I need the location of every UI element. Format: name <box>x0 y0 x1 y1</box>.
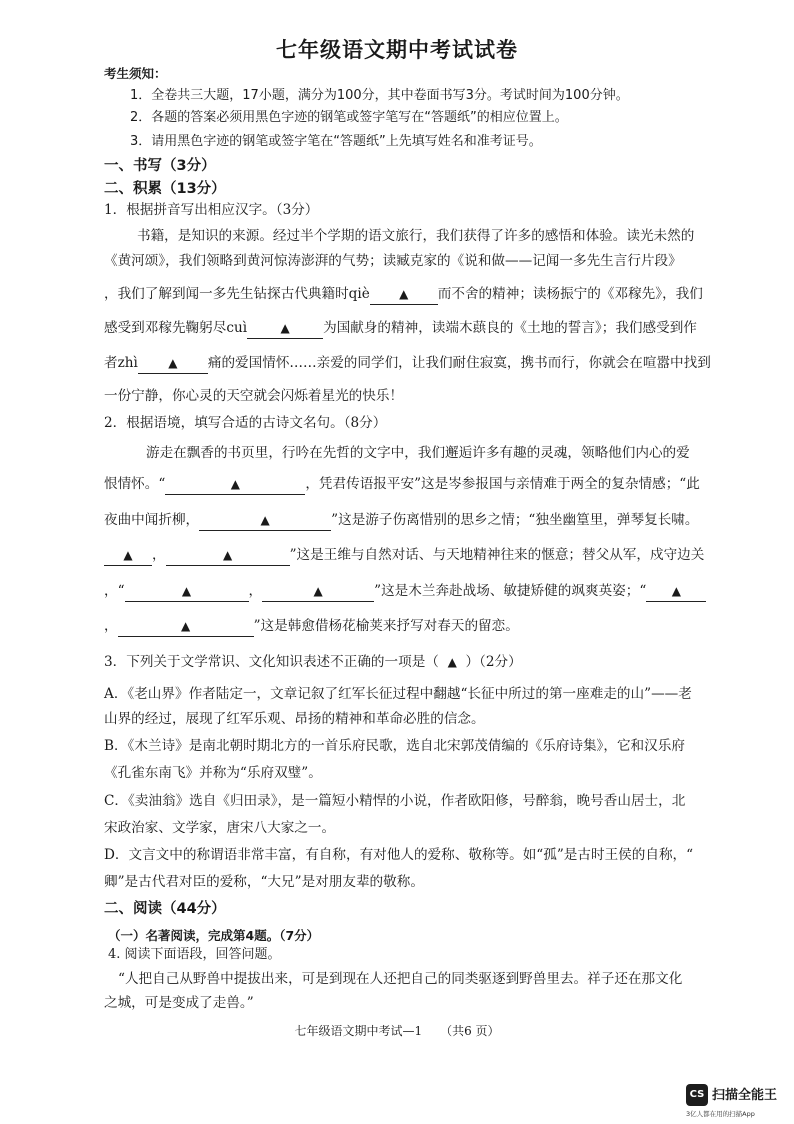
answer-blank[interactable] <box>199 510 331 531</box>
blank-marker: ▲ <box>123 548 133 562</box>
option-line: 《孔雀东南飞》并称为“乐府双璧”。 <box>104 765 322 781</box>
notice-item: 1．全卷共三大题，17小题，满分为100分，其中卷面书写3分。考试时间为100分钟。 <box>130 88 629 103</box>
passage-text: 为国献身的精神，读端木蕻良的《土地的誓言》；我们感受到作 <box>323 320 697 336</box>
passage-text: 者zhì <box>104 355 138 371</box>
passage-line <box>104 510 699 531</box>
passage-text: ，凭君传语报平安”这是岑参报国与亲情难于两全的复杂情感；“此 <box>305 476 700 492</box>
subsection-heading: （一）名著阅读，完成第4题。（7分） <box>108 928 320 943</box>
notice-item: 3．请用黑色字迹的钢笔或签字笔在“答题纸”上先填写姓名和准考证号。 <box>130 134 542 149</box>
notice-item: 2．各题的答案必须用黑色字迹的钢笔或签字笔写在“答题纸”的相应位置上。 <box>130 110 568 125</box>
passage-text: ”这是王维与自然对话、与天地精神往来的惬意；替父从军，戍守边关 <box>289 547 705 563</box>
blank-marker: ▲ <box>671 584 681 598</box>
scanner-tagline: 3亿人都在用的扫描App <box>686 1110 755 1118</box>
blank-marker: ▲ <box>222 548 233 562</box>
passage-text: ， <box>248 583 263 599</box>
answer-blank[interactable] <box>118 616 254 637</box>
passage-text: 痛的爱国情怀……亲爱的同学们，让我们耐住寂寞，携书而行，你就会在喧嚣中找到 <box>207 355 711 371</box>
passage-text: 恨情怀。“ <box>104 476 166 492</box>
passage-text: 夜曲中闻折柳， <box>104 512 200 528</box>
option-line: B．《木兰诗》是南北朝时期北方的一首乐府民歌，选自北宋郭茂倩编的《乐府诗集》，它和汉乐府 <box>104 738 685 754</box>
passage-line <box>104 545 704 566</box>
question-text: 3．下列关于文学常识、文化知识表述不正确的一项是（ <box>104 654 439 670</box>
scanner-app-name: 扫描全能王 <box>712 1088 778 1103</box>
passage-line <box>104 474 700 495</box>
answer-slot[interactable]: ▲ <box>447 655 457 669</box>
passage-line: 游走在飘香的书页里，行吟在先哲的文字中，我们邂逅许多有趣的灵魂，领略他们内心的爱 <box>146 445 690 461</box>
passage-text: ，我们了解到闻一多先生钻探古代典籍时qiè <box>104 286 370 302</box>
option-line: 宋政治家、文学家，唐宋八大家之一。 <box>104 820 336 836</box>
passage-text: ”这是韩愈借杨花榆荚来抒写对春天的留恋。 <box>253 618 519 634</box>
option-line: 卿”是古代君对臣的爱称，“大兄”是对朋友辈的敬称。 <box>104 874 424 890</box>
section-heading: 二、阅读（44分） <box>104 901 226 917</box>
passage-text: 而不舍的精神；读杨振宁的《邓稼先》，我们 <box>437 286 703 302</box>
scanner-logo-icon: CS <box>686 1084 708 1106</box>
question-stem: 4. 阅读下面语段，回答问题。 <box>108 947 281 962</box>
passage-line <box>104 581 706 602</box>
option-line: 山界的经过，展现了红军乐观、昂扬的精神和革命必胜的信念。 <box>104 711 485 727</box>
passage-text: ”这是游子伤离惜别的思乡之情；“独坐幽篁里，弹琴复长啸。 <box>331 512 699 528</box>
passage-line <box>104 616 519 637</box>
answer-blank[interactable] <box>262 581 374 602</box>
blank-marker: ▲ <box>280 321 290 335</box>
page-title: 七年级语文期中考试试卷 <box>276 38 518 62</box>
answer-blank[interactable] <box>646 581 706 602</box>
answer-blank[interactable] <box>247 318 323 339</box>
passage-line: 一份宁静，你心灵的天空就会闪烁着星光的快乐！ <box>104 388 404 404</box>
passage-line <box>104 353 711 374</box>
passage-text: 感受到邓稼先鞠躬尽cuì <box>104 320 248 336</box>
passage-text: ， <box>152 547 166 563</box>
blank-marker: ▲ <box>260 513 270 527</box>
passage-text: ， <box>104 618 118 634</box>
passage-line: 书籍，是知识的来源。经过半个学期的语文旅行，我们获得了许多的感悟和体验。读光未然的 <box>137 228 695 244</box>
option-line: A．《老山界》作者陆定一，文章记叙了红军长征过程中翻越“长征中所过的第一座难走的山”——老 <box>104 686 692 702</box>
blank-marker: ▲ <box>168 356 178 370</box>
scanner-watermark <box>686 1082 791 1118</box>
blank-marker: ▲ <box>313 584 323 598</box>
answer-blank[interactable] <box>138 353 208 374</box>
section-heading: 二、积累（13分） <box>104 181 226 197</box>
passage-line <box>104 284 703 305</box>
passage-line: 《黄河颂》，我们领略到黄河惊涛澎湃的气势；读臧克家的《说和做——记闻一多先生言行片段》 <box>104 253 682 269</box>
blank-marker: ▲ <box>230 477 240 491</box>
passage-line: “人把自己从野兽中提拔出来，可是到现在人还把自己的同类驱逐到野兽里去。祥子还在那文化 <box>118 971 683 987</box>
question-stem: 2．根据语境，填写合适的古诗文名句。（8分） <box>104 415 387 431</box>
question-text: ）（2分） <box>465 654 522 670</box>
passage-line: 之城，可是变成了走兽。” <box>104 995 254 1011</box>
question-stem <box>104 652 522 672</box>
answer-blank[interactable] <box>125 581 249 602</box>
option-line: C．《卖油翁》选自《归田录》，是一篇短小精悍的小说，作者欧阳修，号醉翁，晚号香山居士，北 <box>104 793 686 809</box>
blank-marker: ▲ <box>181 584 192 598</box>
passage-line <box>104 318 697 339</box>
answer-blank[interactable] <box>104 545 152 566</box>
question-stem: 1．根据拼音写出相应汉字。（3分） <box>104 202 319 218</box>
page-footer: 七年级语文期中考试—1 （共6 页） <box>294 1024 500 1038</box>
answer-blank[interactable] <box>165 474 305 495</box>
notice-heading: 考生须知： <box>104 66 167 81</box>
section-heading: 一、书写（3分） <box>104 158 216 174</box>
blank-marker: ▲ <box>180 619 191 633</box>
answer-blank[interactable] <box>166 545 290 566</box>
answer-blank[interactable] <box>370 284 438 305</box>
blank-marker: ▲ <box>399 287 409 301</box>
passage-text: ，“ <box>104 583 125 599</box>
passage-text: ”这是木兰奔赴战场、敏捷矫健的飒爽英姿；“ <box>374 583 647 599</box>
option-line: D．文言文中的称谓语非常丰富，有自称，有对他人的爱称、敬称等。如“孤”是古时王侯的自称，“ <box>104 847 694 863</box>
